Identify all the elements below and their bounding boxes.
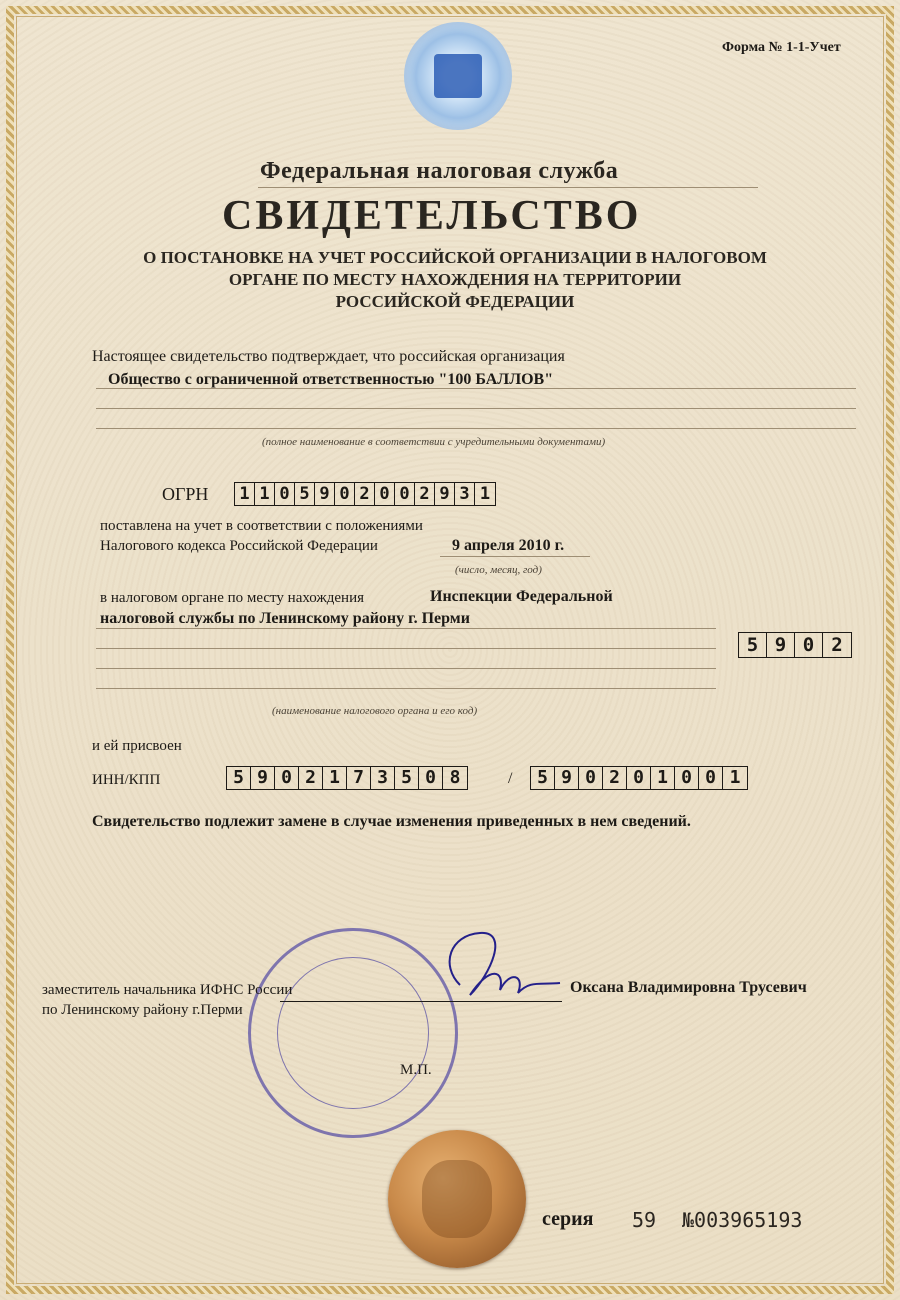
series-value: 59: [632, 1208, 657, 1232]
inn-digit: 1: [323, 767, 347, 789]
authority-hint: (наименование налогового органа и его код): [272, 705, 478, 717]
kpp-digit: 2: [603, 767, 627, 789]
document-title: СВИДЕТЕЛЬСТВО: [222, 193, 642, 239]
kpp-value: [530, 766, 748, 790]
line: [96, 668, 716, 669]
ogrn-digit: 1: [479, 484, 491, 504]
document-number: №003965193: [682, 1208, 803, 1232]
line: [440, 556, 590, 557]
agency-name: Федеральная налоговая служба: [260, 158, 619, 184]
authority-name-line1: Инспекции Федеральной: [430, 588, 613, 605]
inn-digit: 8: [449, 767, 461, 788]
inn-digit: 0: [419, 767, 443, 789]
signature-line: [280, 1001, 562, 1002]
authority-code: [738, 632, 852, 658]
ogrn-digit: 2: [355, 483, 375, 505]
authority-code-digit: 2: [831, 634, 843, 656]
kpp-digit: 0: [627, 767, 651, 789]
subtitle-line: О ПОСТАНОВКЕ НА УЧЕТ РОССИЙСКОЙ ОРГАНИЗАЦИИ В НАЛОГОВОМ: [143, 248, 767, 267]
authority-code-digit: 5: [739, 633, 767, 657]
signer-position-line2: по Ленинскому району г.Перми: [42, 1002, 243, 1018]
ogrn-digit: 0: [395, 483, 415, 505]
kpp-digit: 1: [729, 767, 741, 788]
registration-date: 9 апреля 2010 г.: [452, 537, 565, 554]
official-stamp: [248, 928, 458, 1138]
ogrn-digit: 0: [275, 483, 295, 505]
authority-code-digit: 9: [767, 633, 795, 657]
signer-name: Оксана Владимировна Трусевич: [570, 979, 807, 996]
ogrn-digit: 2: [415, 483, 435, 505]
hologram-emblem: [404, 22, 512, 130]
date-hint: (число, месяц, год): [455, 564, 542, 576]
inn-kpp-separator: /: [508, 770, 513, 787]
ogrn-digit: 0: [335, 483, 355, 505]
ogrn-digit: 9: [315, 483, 335, 505]
form-label: Форма № 1-1-Учет: [722, 40, 841, 55]
line: [96, 688, 716, 689]
mp-label: М.П.: [400, 1062, 432, 1078]
ogrn-digit: 9: [435, 483, 455, 505]
inn-digit: 0: [275, 767, 299, 789]
registered-text-line1: поставлена на учет в соответствии с положениями: [100, 518, 423, 534]
inn-digit: 9: [251, 767, 275, 789]
authority-name-line2: налоговой службы по Ленинскому району г. Перми: [100, 610, 470, 627]
line: [96, 628, 716, 629]
ogrn-digit: 0: [375, 483, 395, 505]
gold-seal: [388, 1130, 526, 1268]
inn-value: [226, 766, 468, 790]
document-subtitle: [95, 247, 815, 313]
kpp-digit: 0: [699, 767, 723, 789]
line: [96, 388, 856, 389]
divider: [258, 187, 758, 188]
ogrn-digit: 3: [455, 483, 475, 505]
ogrn-digit: 5: [295, 483, 315, 505]
kpp-digit: 9: [555, 767, 579, 789]
series-label: серия: [542, 1208, 594, 1230]
line: [96, 648, 716, 649]
inn-digit: 2: [299, 767, 323, 789]
kpp-digit: 0: [579, 767, 603, 789]
kpp-digit: 5: [531, 767, 555, 789]
subtitle-line: ОРГАНЕ ПО МЕСТУ НАХОЖДЕНИЯ НА ТЕРРИТОРИИ: [228, 270, 682, 289]
replacement-note: Свидетельство подлежит замене в случае изменения приведенных в нем сведений.: [92, 813, 691, 830]
authority-prefix: в налоговом органе по месту нахождения: [100, 590, 365, 606]
line: [96, 428, 856, 429]
registered-text-line2: Налогового кодекса Российской Федерации: [100, 538, 378, 554]
signer-position-line1: заместитель начальника ИФНС России: [42, 982, 293, 998]
ogrn-value: [234, 482, 496, 506]
organization-name-hint: (полное наименование в соответствии с учредительными документами): [262, 436, 606, 448]
inn-digit: 7: [347, 767, 371, 789]
subtitle-line: РОССИЙСКОЙ ФЕДЕРАЦИИ: [335, 292, 575, 311]
kpp-digit: 1: [651, 767, 675, 789]
ogrn-label: ОГРН: [162, 484, 209, 504]
line: [96, 408, 856, 409]
organization-name: Общество с ограниченной ответственностью "100 БАЛЛОВ": [108, 371, 554, 388]
inn-digit: 5: [227, 767, 251, 789]
ogrn-digit: 1: [255, 483, 275, 505]
authority-code-digit: 0: [795, 633, 823, 657]
assigned-text: и ей присвоен: [92, 738, 182, 754]
inn-kpp-label: ИНН/КПП: [92, 772, 161, 788]
inn-digit: 3: [371, 767, 395, 789]
ogrn-digit: 1: [235, 483, 255, 505]
inn-digit: 5: [395, 767, 419, 789]
kpp-digit: 0: [675, 767, 699, 789]
confirm-text: Настоящее свидетельство подтверждает, что российская организация: [92, 348, 565, 365]
